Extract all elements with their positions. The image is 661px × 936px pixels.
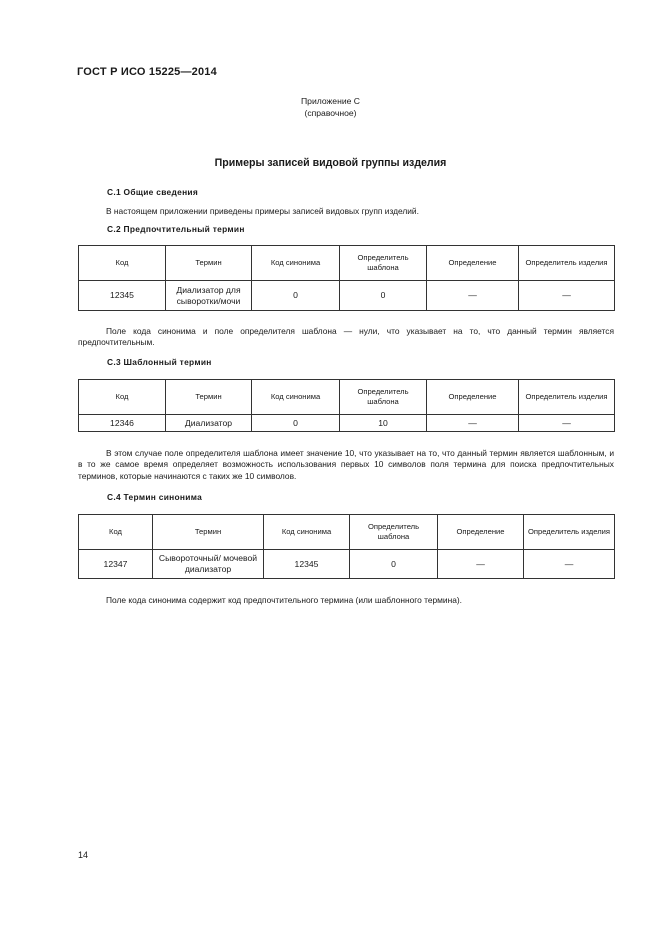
table-cell: 0 <box>350 550 438 579</box>
header-cell-definition: Определение <box>427 380 519 415</box>
header-cell-term: Термин <box>153 515 264 550</box>
section-note-c3 <box>78 448 614 482</box>
table-row <box>79 281 615 311</box>
header-cell-synonym-code: Код синонима <box>252 246 340 281</box>
table-cell: 10 <box>340 415 427 432</box>
header-cell-device-qualifier: Определитель изделия <box>519 380 615 415</box>
page-number: 14 <box>78 850 89 860</box>
header-cell-device-qualifier: Определитель изделия <box>519 246 615 281</box>
document-code: ГОСТ Р ИСО 15225—2014 <box>77 66 217 78</box>
header-cell-template-qualifier: Определитель шаблона <box>350 515 438 550</box>
table-cell: 12347 <box>79 550 153 579</box>
table-cell: Диализатор для сыворотки/мочи <box>166 281 252 311</box>
table-header-row <box>79 380 615 415</box>
table-cell: 12345 <box>79 281 166 311</box>
header-cell-synonym-code: Код синонима <box>264 515 350 550</box>
paragraph-text: Поле кода синонима содержит код предпочтительного термина (или шаблонного термина). <box>106 595 463 605</box>
annex-title: Приложение С <box>301 96 360 106</box>
paragraph-text: В настоящем приложении приведены примеры записей видовых групп изделий. <box>106 206 419 216</box>
table-cell: — <box>438 550 524 579</box>
header-cell-template-qualifier: Определитель шаблона <box>340 380 427 415</box>
section-heading-c2: С.2 Предпочтительный термин <box>107 224 245 234</box>
header-cell-code: Код <box>79 246 166 281</box>
header-cell-device-qualifier: Определитель изделия <box>524 515 615 550</box>
section-heading-c1: С.1 Общие сведения <box>107 187 199 197</box>
table-synonym-term <box>78 514 615 579</box>
header-cell-synonym-code: Код синонима <box>252 380 340 415</box>
paragraph-text: В этом случае поле определителя шаблона имеет значение 10, что указывает на то, что данный термин является шаблонным, и в то же самое время определяет возможность использования первых 10 символов поля термина для поиска предпочтительных терминов, которые начинаются с таких же 10 символов. <box>78 448 614 481</box>
table-cell: — <box>519 281 615 311</box>
section-heading-c4: С.4 Термин синонима <box>107 492 203 502</box>
table-cell: Сывороточный/ мочевой диализатор <box>153 550 264 579</box>
header-cell-term: Термин <box>166 380 252 415</box>
table-cell: 0 <box>252 281 340 311</box>
table-cell: Диализатор <box>166 415 252 432</box>
section-heading-c3: С.3 Шаблонный термин <box>107 357 212 367</box>
table-header-row <box>79 515 615 550</box>
table-cell: — <box>519 415 615 432</box>
table-cell: 0 <box>340 281 427 311</box>
header-cell-code: Код <box>79 380 166 415</box>
annex-kind: (справочное) <box>304 108 357 118</box>
paragraph-text: Поле кода синонима и поле определителя шаблона — нули, что указывает на то, что данный термин является предпочтительным. <box>78 326 614 348</box>
table-cell: — <box>524 550 615 579</box>
table-preferred-term <box>78 245 615 311</box>
section-note-c2 <box>78 326 614 349</box>
table-template-term <box>78 379 615 432</box>
section-note-c4 <box>78 595 614 606</box>
table-cell: 0 <box>252 415 340 432</box>
table-row <box>79 550 615 579</box>
table-cell: 12345 <box>264 550 350 579</box>
table-row <box>79 415 615 432</box>
table-cell: — <box>427 415 519 432</box>
header-cell-definition: Определение <box>427 246 519 281</box>
table-cell: 12346 <box>79 415 166 432</box>
header-cell-template-qualifier: Определитель шаблона <box>340 246 427 281</box>
header-cell-term: Термин <box>166 246 252 281</box>
table-cell: — <box>427 281 519 311</box>
section-text-c1 <box>78 206 614 217</box>
page-title: Примеры записей видовой группы изделия <box>214 157 447 169</box>
table-header-row <box>79 246 615 281</box>
header-cell-code: Код <box>79 515 153 550</box>
header-cell-definition: Определение <box>438 515 524 550</box>
